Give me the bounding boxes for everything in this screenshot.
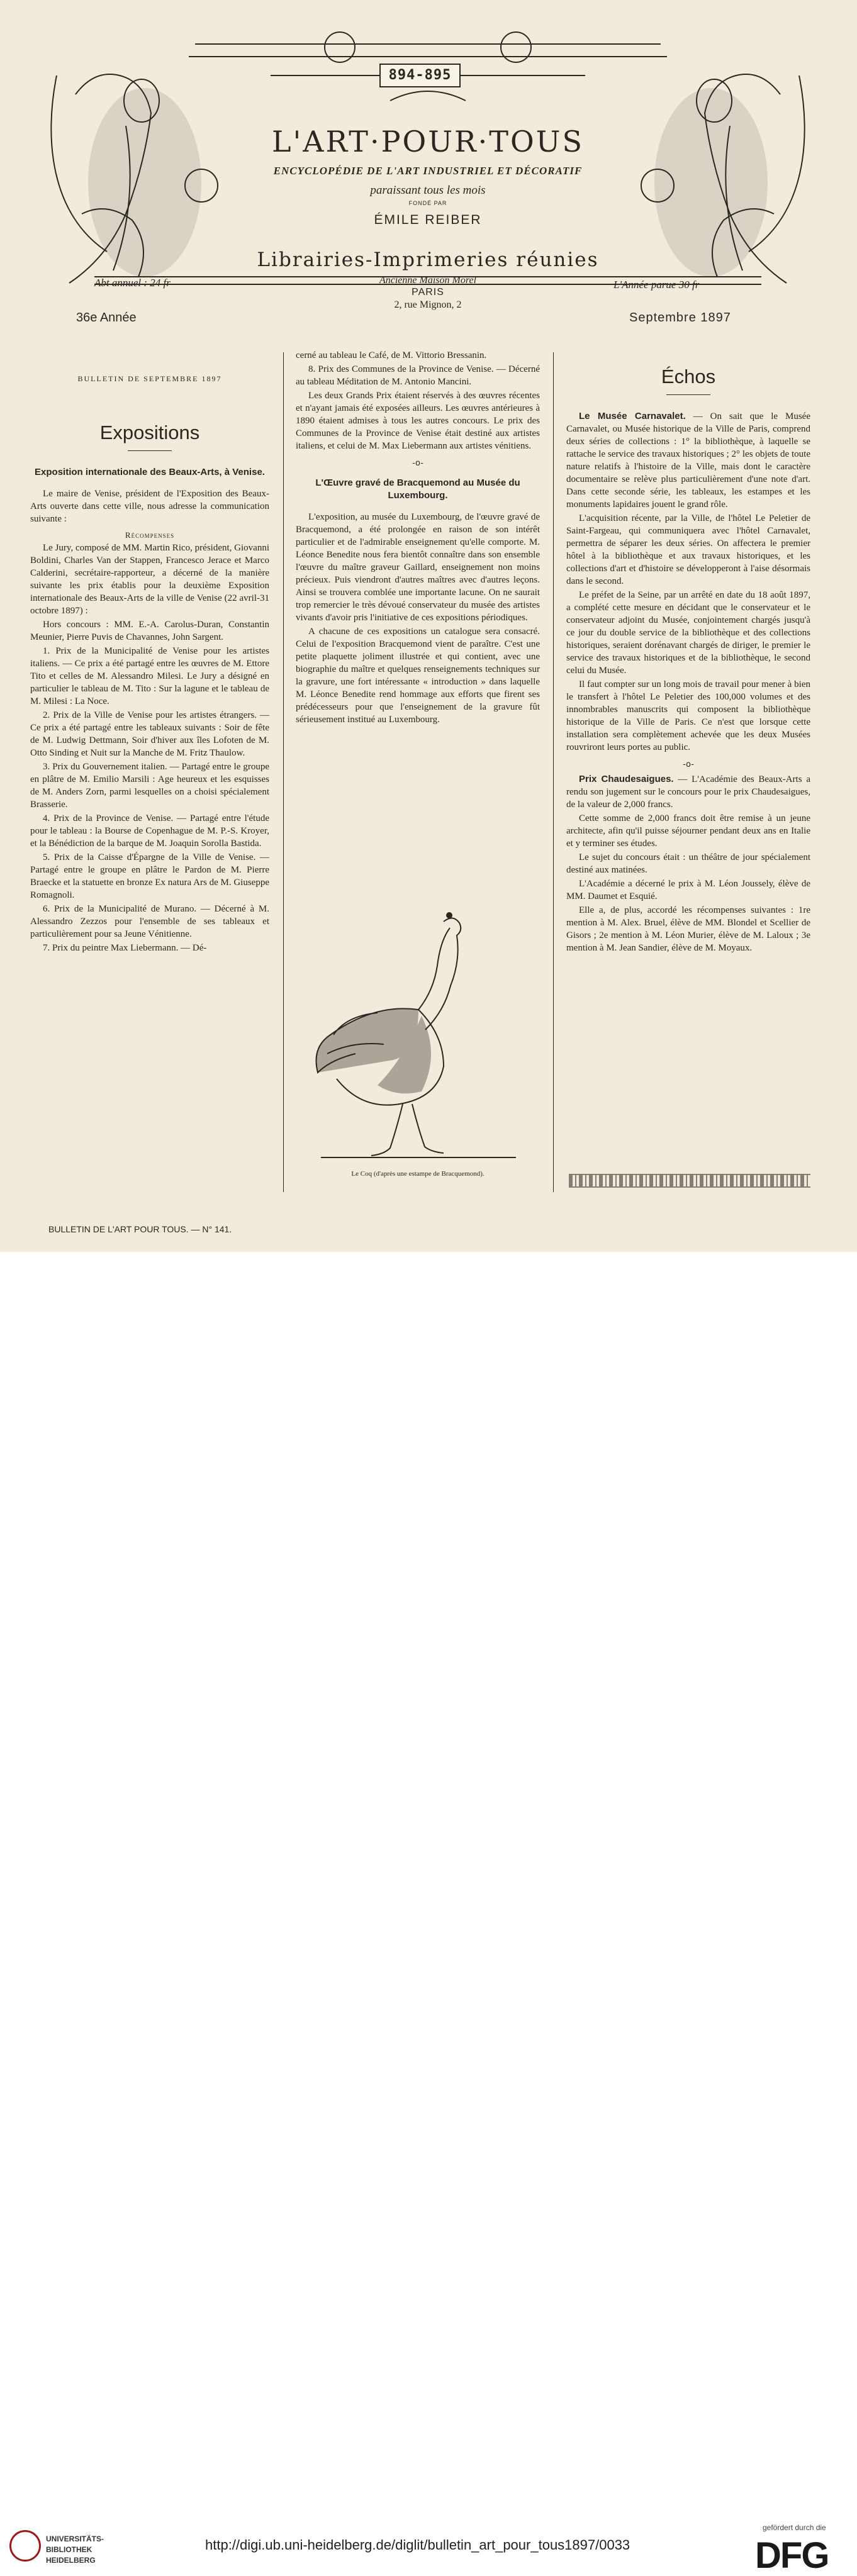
page-footer: BULLETIN DE L'ART POUR TOUS. — N° 141. [48, 1224, 232, 1234]
document-page [0, 0, 857, 1252]
issue-date: Septembre 1897 [629, 311, 731, 325]
paragraph: Le maire de Venise, président de l'Exposition des Beaux-Arts ouverte dans cette ville, nous adresse la communication suivante : [30, 489, 269, 524]
bulletin-header: BULLETIN DE SEPTEMBRE 1897 [77, 374, 222, 383]
source-url-link[interactable]: http://digi.ub.uni-heidelberg.de/diglit/bulletin_art_pour_tous1897/0033 [205, 2537, 630, 2553]
volume-year: 36e Année [76, 311, 137, 325]
paragraph: L'Académie a décerné le prix à M. Léon Jousselу, élève de MM. Daumet et Esquié. [566, 879, 810, 901]
column-bracquemond [296, 349, 540, 727]
column-divider-left [283, 352, 284, 1192]
paragraph: Hors concours : MM. E.-A. Carolus-Duran, Constantin Meunier, Pierre Puvis de Chavannes, John Sargent. [30, 620, 269, 642]
paragraph: Il faut compter sur un long mois de travail pour mener à bien le transfert à l'hôtel Le Peletier des 100,000 volumes et des innombrables manuscrits qui composent la bibliothèque historique de la Ville de Paris. Ce n'est que lorsque cette installation sera complètement achevée que les deux Musées rouvriront leurs portes au public. [566, 679, 810, 752]
publisher-name: Librairies-Imprimeries réunies [257, 248, 599, 271]
former-house: Ancienne Maison Morel [379, 275, 477, 286]
paragraph: — On sait que le Musée Carnavalet, ou Musée historique de la Ville de Paris, comprend deux séries de collections : 1° la bibliothèque, à laquelle se rattache le service des travaux historiques ; 2° les objets de toute nature relatifs à l'histoire de la Ville, mais dont le caractère documentaire se relève plus particulièrement d'une note d'art. Dans cette seconde série, les tableaux, les estampes et les monuments lapidaires jouent le grand rôle. [566, 411, 810, 510]
paragraph: 8. Prix des Communes de la Province de Venise. — Décerné au tableau Méditation de M. Antonio Mancini. [296, 364, 540, 387]
section-title-echos: Échos [661, 365, 716, 388]
library-name [46, 2534, 104, 2566]
lead-carnavalet: Le Musée Carnavalet. [579, 411, 686, 421]
journal-title: L'ART·POUR·TOUS [272, 125, 584, 159]
decorative-border [569, 1174, 810, 1188]
subheading-recompenses: Récompenses [125, 530, 175, 540]
paragraph: 7. Prix du peintre Max Liebermann. — Dé- [43, 943, 207, 953]
title-rule [666, 394, 710, 395]
paragraph: 6. Prix de la Municipalité de Murano. — Décerné à M. Alessandro Zezzos pour l'ensemble de ses tableaux et particulièrement pour sa Jeune Vénitienne. [30, 904, 269, 939]
paragraph: L'exposition, au musée du Luxembourg, de l'œuvre gravé de Bracquemond, a été prolongée en raison de son intérêt particulier et de l'admirable enseignement qu'elle comporte. M. Léonce Benedite nous fera bientôt connaître dans son ensemble l'œuvre du maître graveur Gaillard, enseignement non moins précieux. Puis viendront d'autres maîtres avec d'autres leçons. Ainsi se trouvera comblée une importante lacune. On ne saurait trop remercier le très dévoué conservateur du musée des artistes vivants d'avoir pris l'initiative de ces expositions périodiques. [296, 512, 540, 623]
founded-by-label: FONDÉ PAR [408, 200, 447, 206]
paragraph: L'acquisition récente, par la Ville, de l'hôtel Le Peletier de Saint-Fargeau, qui communiquera avec l'hôtel Carnavalet, permettra de séparer les deux séries. On affectera le premier hôtel à la bibliothèque et aux travaux historiques, et les collections d'art et d'histoire se développeront à l'aise désormais dans le second. [566, 513, 810, 586]
paragraph: — L'Académie des Beaux-Arts a rendu son jugement sur le concours pour le prix Chaudesaigues, de la valeur de 2,000 francs. [566, 774, 810, 810]
column-expositions [30, 349, 269, 956]
publisher-address: 2, rue Mignon, 2 [394, 299, 462, 310]
paragraph: Le préfet de la Seine, par un arrêté en date du 18 août 1897, a complété cette mesure en décidant que le conservateur et le conservateur adjoint du Musée, conjointement chargés jusqu'à ce jour du double service de la bibliothèque et des collections historiques, seraient dorénavant chargés de diriger, le premier le service des travaux historiques et de la bibliothèque, le second celui du Musée. [566, 590, 810, 676]
paragraph: 2. Prix de la Ville de Venise pour les artistes étrangers. — Ce prix a été partagé entre les tableaux suivants : Soir de fête de M. Ludwig Dettmann, Soir d'hiver aux îles Lofoten de M. Otto Sinding et Nuit sur la Manche de M. Fritz Thaulow. [30, 710, 269, 758]
back-issue-price: L'Année parue 30 fr [613, 279, 700, 291]
column-divider-right [553, 352, 554, 1192]
column-echos [566, 349, 810, 956]
paragraph: 4. Prix de la Province de Venise. — Partagé entre l'étude pour le tableau : la Bourse de Copenhague de M. P.-S. Kroyer, et la Bénédiction de la barque de M. Joaquin Sorolla Bastida. [30, 813, 269, 849]
separator: -o- [683, 760, 694, 769]
paragraph: A chacune de ces expositions un catalogue sera consacré. Celui de l'exposition Bracquemond vient de paraître. C'est une petite plaquette joliment illustrée et qui contient, avec une biographie du maître et quelques renseignements techniques sur la gravure, une fort intéressante « introduction » dans laquelle M. Léonce Benedite rend hommage aux efforts que firent ses prédécesseurs pour que l'enseignement de la gravure fût sérieusement institué au Luxembourg. [296, 627, 540, 725]
paragraph: Cette somme de 2,000 francs doit être remise à un jeune architecte, afin qu'il puisse séjourner pendant deux ans en Italie et y terminer ses études. [566, 813, 810, 849]
paragraph: cerné au tableau le Café, de M. Vittorio Bressanin. [296, 350, 487, 360]
paragraph: 1. Prix de la Municipalité de Venise pour les artistes italiens. — Ce prix a été partagé entre les œuvres de M. Ettore Tito et celles de M. Alessandro Milesi. Le Jury a désigné en particulier le tableau de M. Tito : Sur la lagune et le tableau de M. Milesi : La Noce. [30, 646, 269, 706]
paragraph: Les deux Grands Prix étaient réservés à des œuvres récentes et n'ayant jamais été exposées ailleurs. Les œuvres antérieures à 1890 étaient admises à tous les autres concours. Le prix des Communes de la Province de Venise était destiné aux artistes italiens, et celui de M. Max Liebermann aux artistes vénitiens. [296, 391, 540, 451]
rooster-engraving [308, 909, 529, 1162]
dfg-logo: DFG [755, 2535, 829, 2576]
paragraph: 5. Prix de la Caisse d'Épargne de la Ville de Venise. — Partagé entre le groupe en plâtre le Pardon de M. Pierre Braecke et la statuette en bronze Ex natura Ars de M. Giuseppe Romagnoli. [30, 852, 269, 900]
paragraph: Le sujet du concours était : un théâtre de jour spécialement destiné aux matinées. [566, 852, 810, 875]
section-title-expositions: Expositions [99, 421, 200, 443]
paragraph: 3. Prix du Gouvernement italien. — Partagé entre le groupe en plâtre de M. Emilio Marsili : Age heureux et les esquisses de M. Anders Zorn, parmi lesquelles on a choisi spécialement Brasserie. [30, 762, 269, 810]
title-rule [128, 450, 172, 451]
article-title-venise: Exposition internationale des Beaux-Arts, à Venise. [35, 467, 265, 477]
library-line: HEIDELBERG [46, 2556, 96, 2565]
article-title-bracquemond: L'Œuvre gravé de Bracquemond au Musée du Luxembourg. [315, 477, 520, 501]
publisher-city: PARIS [412, 287, 444, 298]
library-line: BIBLIOTHEK [46, 2545, 92, 2554]
separator: -o- [412, 459, 423, 468]
figure-caption: Le Coq (d'après une estampe de Bracquemond). [351, 1170, 485, 1178]
issue-number: 894-895 [379, 64, 461, 87]
sponsor-text: gefördert durch die [763, 2523, 826, 2532]
subscription-price: Abt annuel : 24 fr [94, 277, 171, 289]
paragraph: Elle a, de plus, accordé les récompenses suivantes : 1re mention à M. Alex. Bruel, élève de MM. Blondel et Scellier de Gisors ; 2e mention à M. Léon Murier, élève de M. Laloux ; 3e mention à M. Jean Sandier, élève de M. Moyaux. [566, 905, 810, 953]
journal-tagline: paraissant tous les mois [370, 184, 486, 197]
journal-subtitle: ENCYCLOPÉDIE DE L'ART INDUSTRIEL ET DÉCORATIF [273, 165, 583, 177]
founder-name: ÉMILE REIBER [374, 213, 482, 227]
library-line: UNIVERSITÄTS- [46, 2534, 104, 2543]
university-seal-icon [9, 2530, 41, 2562]
paragraph: Le Jury, composé de MM. Martin Rico, président, Giovanni Boldini, Charles Van der Stappen, Francesco Jerace et Marco Calderini, secrétaire-rapporteur, a décerné de la manière suivante les prix établis pour la deuxième Exposition internationale des Beaux-Arts de la ville de Venise (22 avril-31 octobre 1897) : [30, 543, 269, 616]
lead-chaudesaigues: Prix Chaudesaigues. [579, 774, 674, 784]
digitization-strip [0, 1258, 857, 2576]
